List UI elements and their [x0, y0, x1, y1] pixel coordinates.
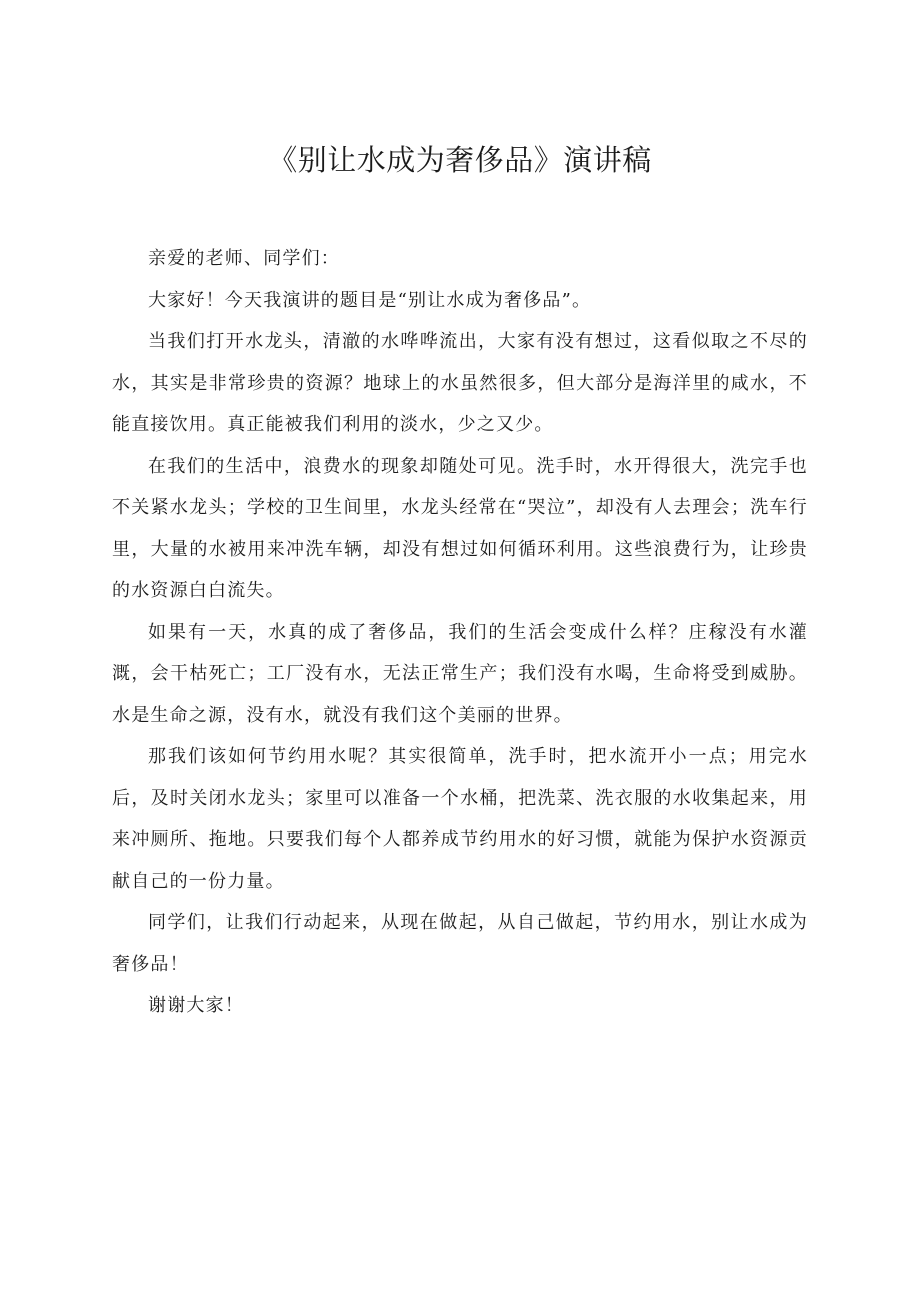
paragraph-methods: 那我们该如何节约用水呢？其实很简单，洗手时，把水流开小一点；用完水后，及时关闭水龙头；家里可以准备一个水桶，把洗菜、洗衣服的水收集起来，用来冲厕所、拖地。只要我们每个人都养成节约用水的好习惯，就能为保护水资源贡献自己的一份力量。	[112, 746, 808, 892]
paragraph-intro: 当我们打开水龙头，清澈的水哗哗流出，大家有没有想过，这看似取之不尽的水，其实是非常珍贵的资源？地球上的水虽然很多，但大部分是海洋里的咸水，不能直接饮用。真正能被我们利用的淡水，少之又少。	[112, 331, 808, 435]
document-title: 《别让水成为奢侈品》演讲稿	[268, 143, 652, 177]
paragraph-thanks: 谢谢大家！	[148, 995, 244, 1016]
paragraph-greeting: 大家好！今天我演讲的题目是“别让水成为奢侈品”。	[148, 289, 592, 311]
paragraph-call-to-action: 同学们，让我们行动起来，从现在做起，从自己做起，节约用水，别让水成为奢侈品！	[112, 912, 808, 975]
paragraph-waste: 在我们的生活中，浪费水的现象却随处可见。洗手时，水开得很大，洗完手也不关紧水龙头；学校的卫生间里，水龙头经常在“哭泣”，却没有人去理会；洗车行里，大量的水被用来冲洗车辆，却没有想过如何循环利用。这些浪费行为，让珍贵的水资源白白流失。	[112, 455, 808, 601]
speech-body	[112, 238, 808, 1027]
paragraph-salutation: 亲爱的老师、同学们：	[148, 248, 340, 269]
paragraph-consequence: 如果有一天，水真的成了奢侈品，我们的生活会变成什么样？庄稼没有水灌溉，会干枯死亡；工厂没有水，无法正常生产；我们没有水喝，生命将受到威胁。水是生命之源，没有水，就没有我们这个美丽的世界。	[112, 621, 808, 726]
